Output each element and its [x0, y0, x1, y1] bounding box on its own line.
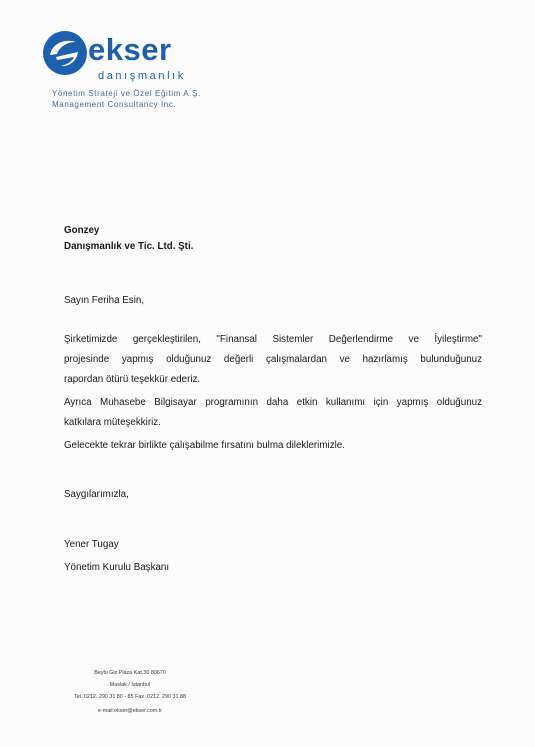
- company-name-tr: Yönetim Strateji ve Özel Eğitim A.Ş.: [52, 89, 201, 98]
- recipient-line-1: Gonzey: [64, 225, 100, 236]
- paragraph-1-line-1: Şirketimizde gerçekleştirilen, "Finansal Sistemler Değerlendirme ve İyileştirme": [64, 334, 482, 345]
- brand-name: ekser: [88, 32, 172, 67]
- footer-address-1: Beybi Giz Plaza Kat.30 80670: [94, 670, 166, 676]
- paragraph-1-line-2: projesinde yapmış olduğunuz değerli çalışmalardan ve hazırlamış bulunduğunuz: [64, 354, 482, 365]
- footer-address-2: Maslak / İstanbul: [109, 682, 151, 688]
- paragraph-3-line-1: Gelecekte tekrar birlikte çalışabilme fırsatını bulma dileklerimizle.: [64, 440, 345, 451]
- paragraph-2-line-1: Ayrıca Muhasebe Bilgisayar programının daha etkin kullanımı için yapmış olduğunuz: [64, 397, 482, 408]
- brand-subtitle: danışmanlık: [98, 70, 186, 82]
- ekser-logo-icon: [42, 30, 88, 76]
- company-name-en: Management Consultancy Inc.: [52, 100, 177, 109]
- footer-phone: Tel. 0212. 290 31 80 - 85 Fax. 0212. 290 31 88: [73, 694, 187, 700]
- closing: Saygılarımızla,: [64, 489, 129, 500]
- paragraph-2-line-2: katkılara müteşekkiriz.: [64, 417, 161, 428]
- salutation: Sayın Feriha Esin,: [64, 295, 145, 306]
- paragraph-1-line-3: rapordan ötürü teşekkür ederiz.: [64, 374, 201, 385]
- footer-email: e-mail:ekser@ekser.com.tr: [97, 708, 163, 714]
- signatory-title: Yönetim Kurulu Başkanı: [64, 562, 170, 573]
- recipient-line-2: Danışmanlık ve Tic. Ltd. Şti.: [64, 241, 194, 252]
- signatory-name: Yener Tugay: [64, 539, 119, 550]
